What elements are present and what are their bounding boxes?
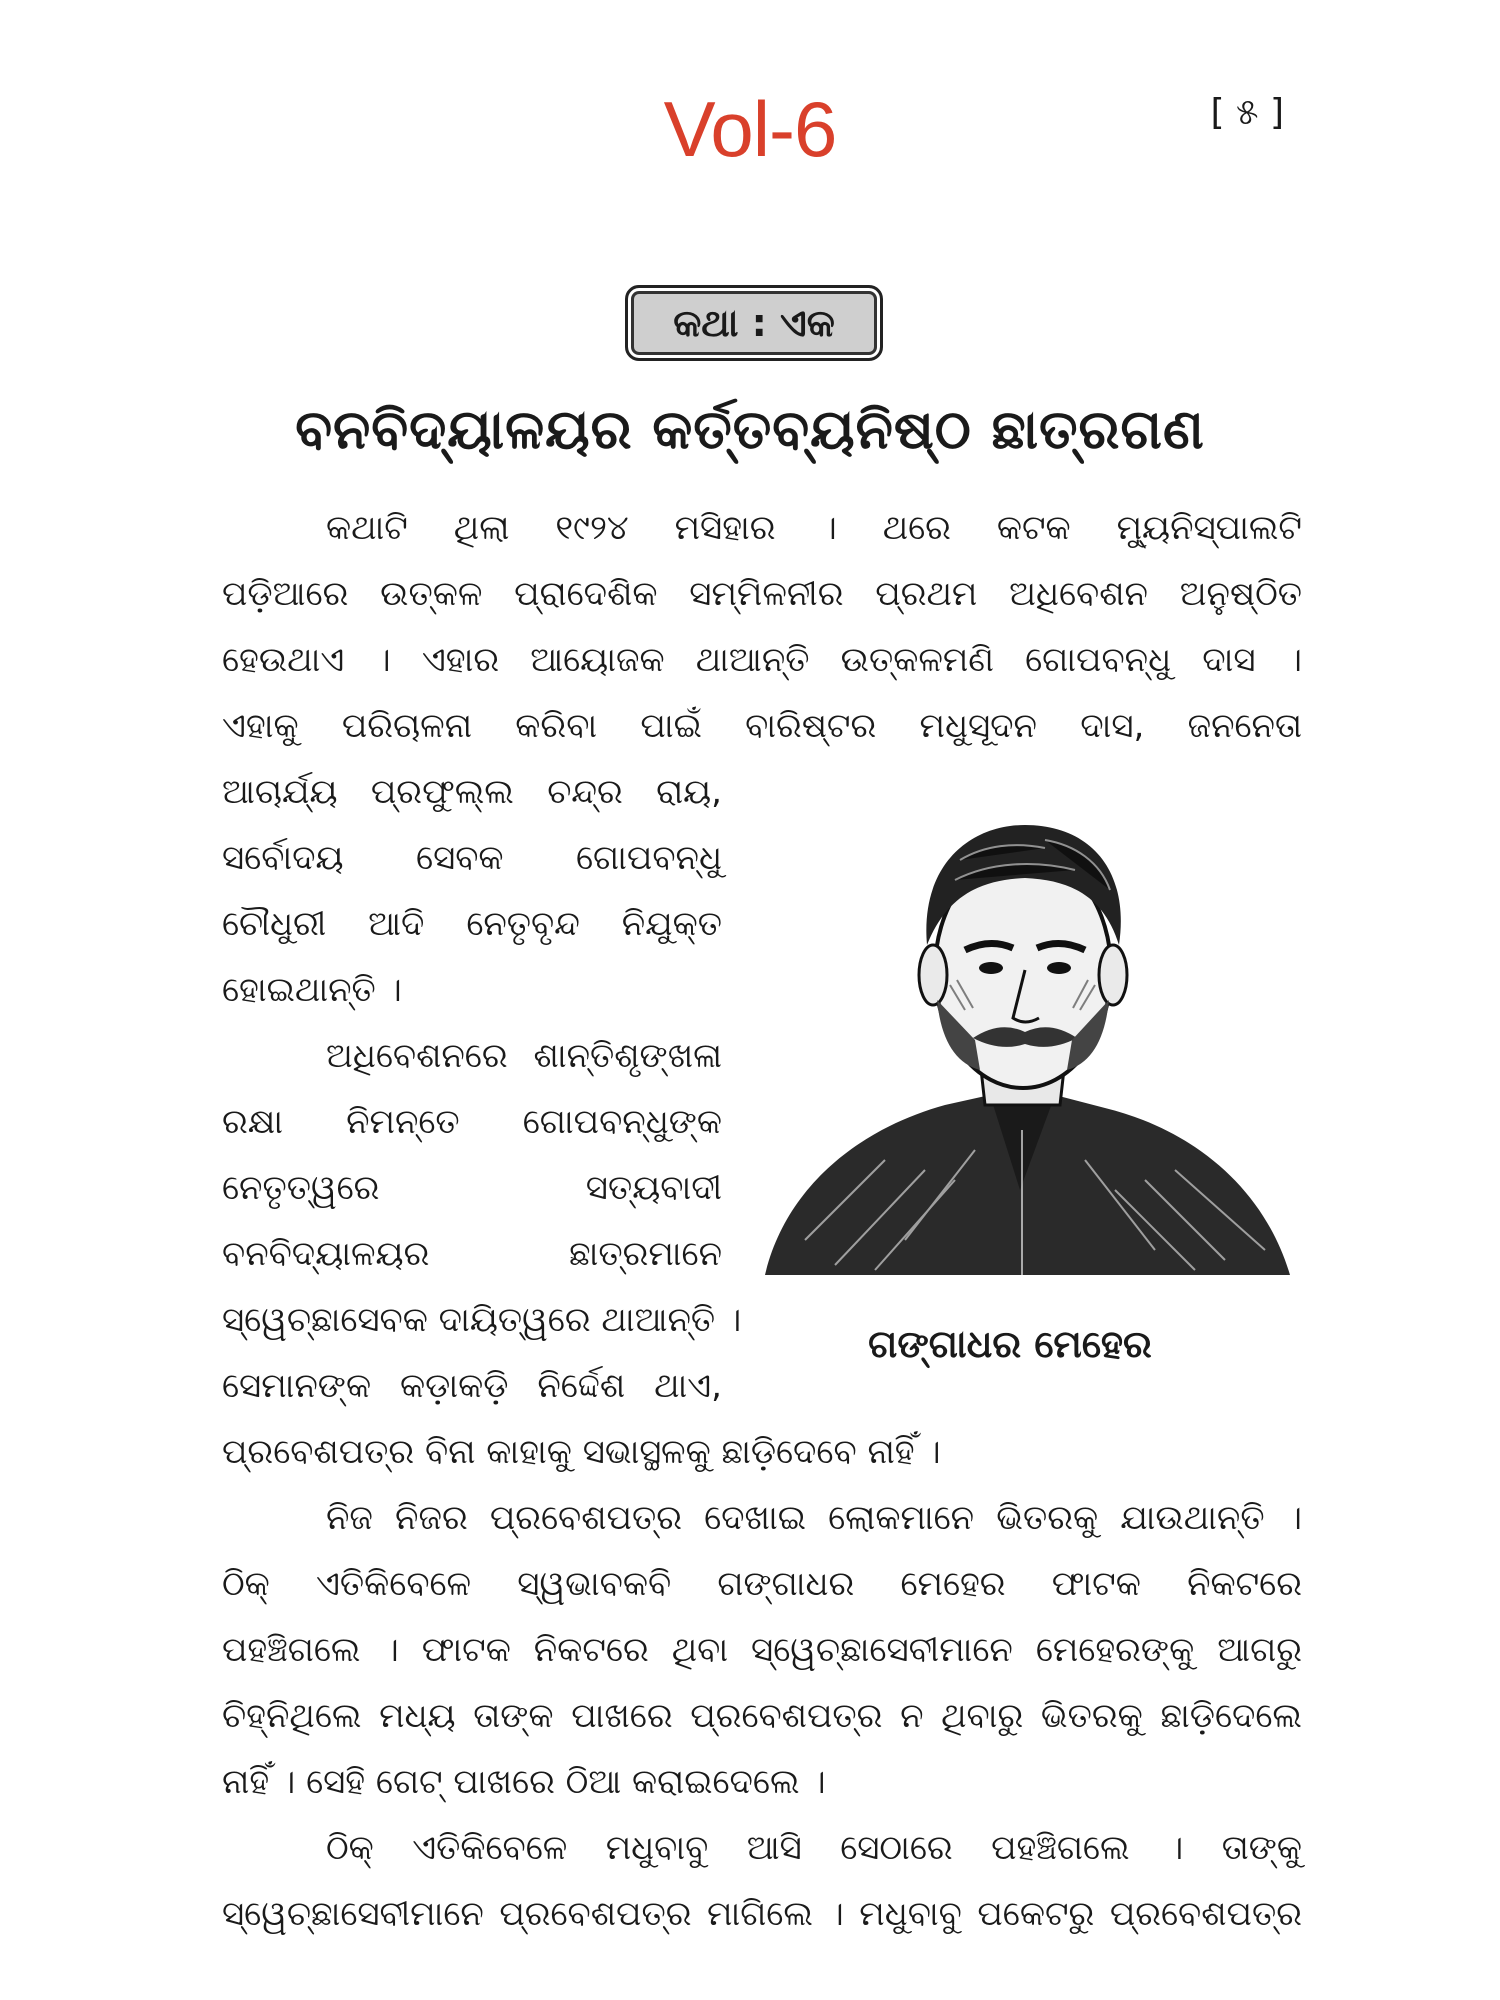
text-line: ପଡ଼ିଆରେ ଉତ୍କଳ ପ୍ରାଦେଶିକ ସମ୍ମିଳନୀର ପ୍ରଥମ ଅଧିବେଶନ ଅନୁଷ୍ଠିତ <box>222 574 1302 614</box>
text-line: ସ୍ୱେଚ୍ଛାସେବକ ଦାୟିତ୍ୱରେ ଥାଆନ୍ତି । <box>222 1300 742 1340</box>
page-number: [ ୫ ] <box>1210 92 1284 133</box>
text-line: ଅଧିବେଶନରେ ଶାନ୍ତିଶୃଙ୍ଖଳା <box>326 1036 722 1076</box>
story-number-badge: କଥା : ଏକ <box>625 285 883 361</box>
portrait-illustration <box>745 770 1300 1290</box>
text-line: ହୋଇଥାନ୍ତି । <box>222 970 402 1010</box>
text-line: ହେଉଥାଏ । ଏହାର ଆୟୋଜକ ଥାଆନ୍ତି ଉତ୍କଳମଣି ଗୋପବନ୍ଧୁ ଦାସ । <box>222 640 1302 680</box>
text-line: ଏହାକୁ ପରିଚାଳନା କରିବା ପାଇଁ ବାରିଷ୍ଟର ମଧୁସୂଦନ ଦାସ, ଜନନେତା <box>222 706 1302 746</box>
text-line: ସେମାନଙ୍କ କଡ଼ାକଡ଼ି ନିର୍ଦ୍ଦେଶ ଥାଏ, <box>222 1366 722 1406</box>
text-line: ଠିକ୍ ଏତିକିବେଳେ ମଧୁବାବୁ ଆସି ସେଠାରେ ପହଞ୍ଚିଗଲେ । ତାଙ୍କୁ <box>326 1828 1302 1868</box>
portrait-caption: ଗଙ୍ଗାଧର ମେହେର <box>868 1322 1152 1366</box>
text-line: ବନବିଦ୍ୟାଳୟର ଛାତ୍ରମାନେ <box>222 1234 722 1274</box>
text-line: ସ୍ୱେଚ୍ଛାସେବୀମାନେ ପ୍ରବେଶପତ୍ର ମାଗିଲେ । ମଧୁବାବୁ ପକେଟରୁ ପ୍ରବେଶପତ୍ର <box>222 1894 1302 1934</box>
text-line: ଆଚାର୍ଯ୍ୟ ପ୍ରଫୁଲ୍ଲ ଚନ୍ଦ୍ର ରାୟ, <box>222 772 722 812</box>
text-line: ପହଞ୍ଚିଗଲେ । ଫାଟକ ନିକଟରେ ଥିବା ସ୍ୱେଚ୍ଛାସେବୀମାନେ ମେହେରଙ୍କୁ ଆଗରୁ <box>222 1630 1302 1670</box>
text-line: ନାହିଁ । ସେହି ଗେଟ୍ ପାଖରେ ଠିଆ କରାଇଦେଲେ । <box>222 1762 826 1802</box>
volume-label: Vol-6 <box>663 85 837 173</box>
text-line: ନିଜ ନିଜର ପ୍ରବେଶପତ୍ର ଦେଖାଇ ଲୋକମାନେ ଭିତରକୁ ଯାଉଥାନ୍ତି । <box>326 1498 1302 1538</box>
text-line: ନେତୃତ୍ୱରେ ସତ୍ୟବାଦୀ <box>222 1168 722 1208</box>
text-line: ରକ୍ଷା ନିମନ୍ତେ ଗୋପବନ୍ଧୁଙ୍କ <box>222 1102 722 1142</box>
text-line: ଠିକ୍ ଏତିକିବେଳେ ସ୍ୱଭାବକବି ଗଙ୍ଗାଧର ମେହେର ଫାଟକ ନିକଟରେ <box>222 1564 1302 1604</box>
text-line: ପ୍ରବେଶପତ୍ର ବିନା କାହାକୁ ସଭାସ୍ଥଳକୁ ଛାଡ଼ିଦେବେ ନାହିଁ । <box>222 1432 941 1472</box>
story-title: ବନବିଦ୍ୟାଳୟର କର୍ତ୍ତବ୍ୟନିଷ୍ଠ ଛାତ୍ରଗଣ <box>295 398 1205 461</box>
text-line: ଚିହ୍ନିଥିଲେ ମଧ୍ୟ ତାଙ୍କ ପାଖରେ ପ୍ରବେଶପତ୍ର ନ ଥିବାରୁ ଭିତରକୁ ଛାଡ଼ିଦେଲେ <box>222 1696 1302 1736</box>
text-line: ଚୌଧୁରୀ ଆଦି ନେତୃବୃନ୍ଦ ନିଯୁକ୍ତ <box>222 904 722 944</box>
text-line: କଥାଟି ଥିଲା ୧୯୨୪ ମସିହାର । ଥରେ କଟକ ମ୍ୟୁନିସ୍‌ପାଲଟି <box>326 508 1302 548</box>
text-line: ସର୍ବୋଦୟ ସେବକ ଗୋପବନ୍ଧୁ <box>222 838 722 878</box>
